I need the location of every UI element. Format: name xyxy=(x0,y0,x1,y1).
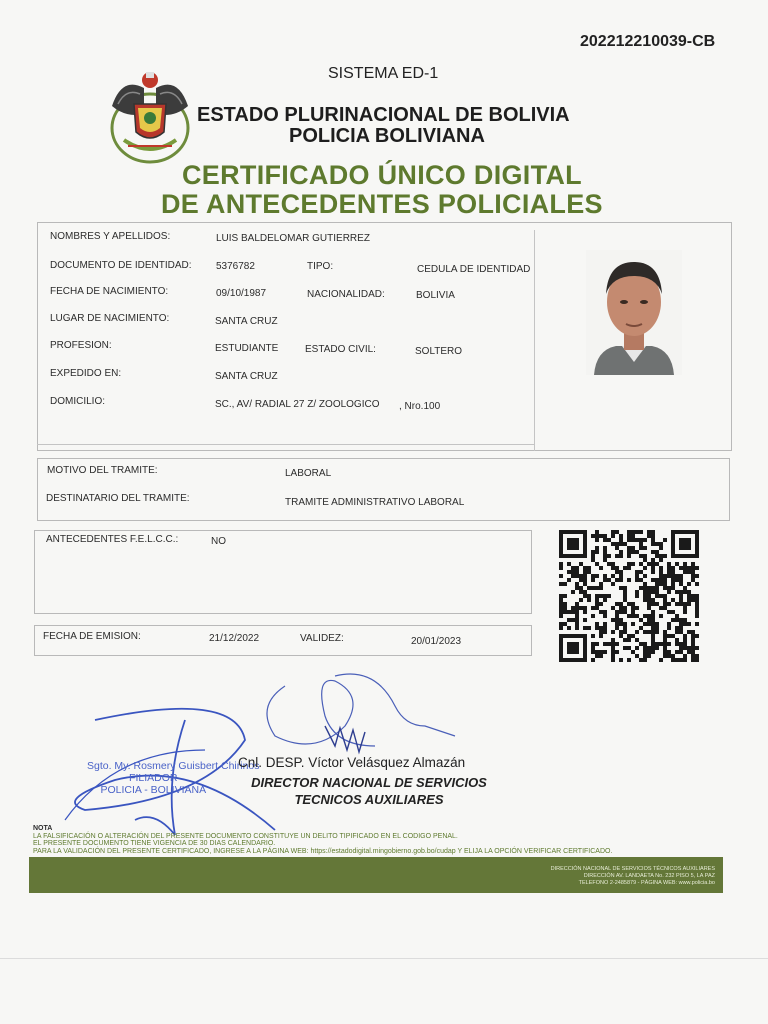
estado-civil-value: SOLTERO xyxy=(415,346,463,357)
documento-label: DOCUMENTO DE IDENTIDAD: xyxy=(50,260,192,271)
profesion-value: ESTUDIANTE xyxy=(215,343,279,354)
validez-label: VALIDEZ: xyxy=(300,633,344,644)
certificate-title-line2: DE ANTECEDENTES POLICIALES xyxy=(161,189,603,219)
nota-line1: LA FALSIFICACIÓN O ALTERACIÓN DEL PRESENTE DOCUMENTO CONSTITUYE UN DELITO TIPIFICADO EN EL CODIGO PENAL. xyxy=(33,832,458,840)
tipo-value: CEDULA DE IDENTIDAD xyxy=(417,264,531,275)
documento-value: 5376782 xyxy=(216,261,255,272)
director-title-line1: DIRECTOR NACIONAL DE SERVICIOS xyxy=(251,775,487,790)
person-photo xyxy=(586,250,682,375)
filiador-name: Sgto. My. Rosmery Guisbert Chirinos xyxy=(87,760,260,772)
institution-name: ESTADO PLURINACIONAL DE BOLIVIA xyxy=(197,104,570,126)
director-title-line2: TECNICOS AUXILIARES xyxy=(294,792,444,807)
antecedentes-label: ANTECEDENTES F.E.L.C.C.: xyxy=(46,534,179,545)
fecha-nacimiento-value: 09/10/1987 xyxy=(216,288,267,299)
footer-line1: DIRECCIÓN NACIONAL DE SERVICIOS TÉCNICOS AUXILIARES xyxy=(550,866,715,872)
fecha-emision-label: FECHA DE EMISION: xyxy=(43,631,141,642)
antecedentes-value: NO xyxy=(211,536,226,547)
expedido-value: SANTA CRUZ xyxy=(215,371,278,382)
footer-line3: TELEFONO 2-2485879 - PÁGINA WEB: www.policia.bo xyxy=(578,880,715,886)
photo-divider xyxy=(534,230,535,451)
certificate-title-line1: CERTIFICADO ÚNICO DIGITAL xyxy=(182,160,582,190)
fecha-nacimiento-label: FECHA DE NACIMIENTO: xyxy=(50,286,169,297)
fecha-emision-value: 21/12/2022 xyxy=(209,633,260,644)
bottom-line xyxy=(0,958,768,959)
estado-civil-label: ESTADO CIVIL: xyxy=(305,344,376,355)
nacionalidad-label: NACIONALIDAD: xyxy=(307,289,385,300)
filiador-role: FILIADOR xyxy=(129,772,178,784)
system-name: SISTEMA ED-1 xyxy=(328,65,439,82)
document-number: 202212210039-CB xyxy=(580,33,716,50)
filiador-block xyxy=(87,760,260,796)
domicilio-label: DOMICILIO: xyxy=(50,396,106,407)
tipo-label: TIPO: xyxy=(307,261,334,272)
police-name: POLICIA BOLIVIANA xyxy=(289,125,485,147)
domicilio-value: SC., AV/ RADIAL 27 Z/ ZOOLOGICO xyxy=(215,399,380,410)
profesion-label: PROFESION: xyxy=(50,340,112,351)
inner-divider xyxy=(37,444,534,445)
footer-line2: DIRECCIÓN AV. LANDAETA No. 232 PISO 5, LA PAZ xyxy=(583,873,715,879)
nota-line2: EL PRESENTE DOCUMENTO TIENE VIGENCIA DE 30 DIAS CALENDARIO. xyxy=(33,840,276,847)
filiador-org: POLICIA - BOLIVIANA xyxy=(100,784,207,796)
police-coat-of-arms-icon xyxy=(104,66,196,166)
director-name: Cnl. DESP. Víctor Velásquez Almazán xyxy=(238,755,466,770)
qr-code xyxy=(559,530,699,662)
destinatario-label: DESTINATARIO DEL TRAMITE: xyxy=(46,493,190,504)
nota-block xyxy=(33,825,612,855)
destinatario-value: TRAMITE ADMINISTRATIVO LABORAL xyxy=(285,497,465,508)
nombres-label: NOMBRES Y APELLIDOS: xyxy=(50,231,171,242)
motivo-value: LABORAL xyxy=(285,468,332,479)
footer-bar xyxy=(29,857,723,893)
lugar-nacimiento-value: SANTA CRUZ xyxy=(215,316,278,327)
domicilio-nro: , Nro.100 xyxy=(399,401,441,412)
lugar-nacimiento-label: LUGAR DE NACIMIENTO: xyxy=(50,313,170,324)
motivo-label: MOTIVO DEL TRAMITE: xyxy=(47,465,158,476)
nacionalidad-value: BOLIVIA xyxy=(416,290,455,301)
nota-line3: PARA LA VALIDACIÓN DEL PRESENTE CERTIFICADO, INGRESE A LA PÁGINA WEB: https://estadodigital.mingobierno.gob.bo/cudap Y ELIJA LA OPCIÓN VERIFICAR CERTIFICADO. xyxy=(33,847,613,855)
director-title xyxy=(242,774,496,808)
footer-text xyxy=(551,866,715,887)
nombres-value: LUIS BALDELOMAR GUTIERREZ xyxy=(216,233,370,244)
nota-title: NOTA xyxy=(33,825,53,832)
expedido-label: EXPEDIDO EN: xyxy=(50,368,122,379)
validez-value: 20/01/2023 xyxy=(411,636,462,647)
